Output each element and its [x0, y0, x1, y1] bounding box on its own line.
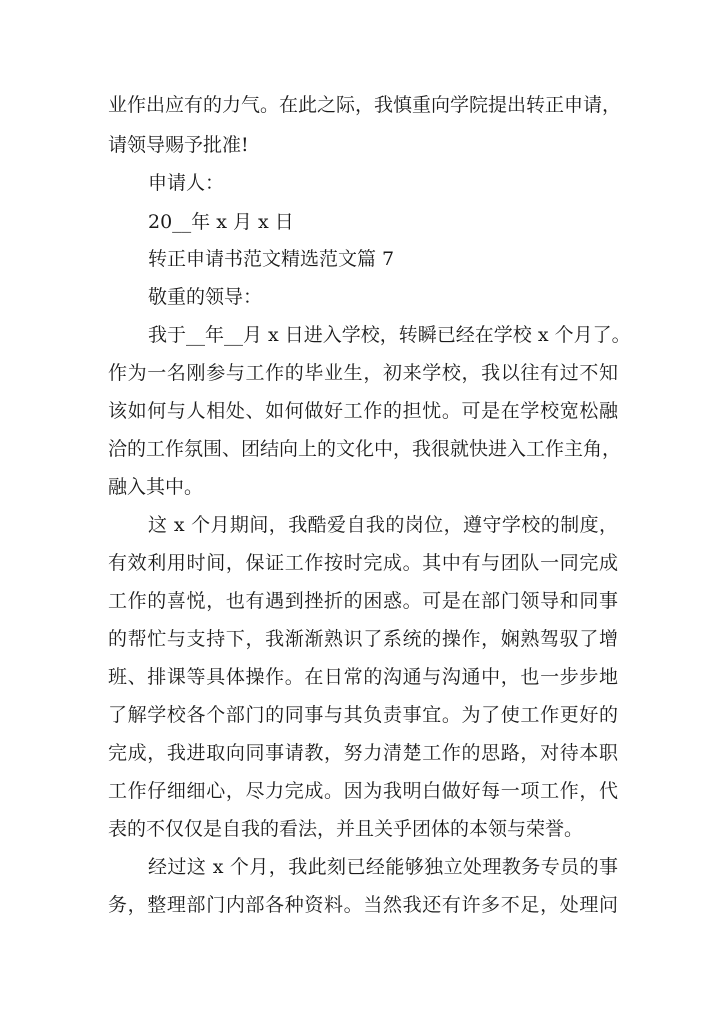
- text-line: 有效利用时间，保证工作按时完成。其中有与团队一同完成: [108, 552, 618, 574]
- text-line: 表的不仅仅是自我的看法，并且关乎团体的本领与荣誉。: [108, 818, 584, 840]
- text-line: 完成，我进取向同事请教，努力清楚工作的思路，对待本职: [108, 742, 618, 764]
- text-line: 务，整理部门内部各种资料。当然我还有许多不足，处理问: [108, 894, 618, 916]
- applicant-label: 申请人：: [148, 172, 225, 194]
- text-line: 这 x 个月期间，我酷爱自我的岗位，遵守学校的制度，: [148, 514, 618, 536]
- text-line: 工作仔细细心，尽力完成。因为我明白做好每一项工作，代: [108, 780, 618, 802]
- text-line: 该如何与人相处、如何做好工作的担忧。可是在学校宽松融: [108, 400, 618, 422]
- text-line: 工作的喜悦，也有遇到挫折的困惑。可是在部门领导和同事: [108, 590, 618, 612]
- date-line: 20__年 x 月 x 日: [148, 211, 294, 233]
- text-line: 经过这 x 个月，我此刻已经能够独立处理教务专员的事: [148, 856, 618, 878]
- section-title: 转正申请书范文精选范文篇 7: [148, 248, 395, 270]
- text-line: 班、排课等具体操作。在日常的沟通与沟通中，也一步步地: [108, 666, 618, 688]
- text-line: 作为一名刚参与工作的毕业生，初来学校，我以往有过不知: [108, 362, 618, 384]
- text-line: 请领导赐予批准!: [108, 134, 249, 156]
- salutation: 敬重的领导：: [148, 286, 263, 308]
- text-line: 了解学校各个部门的同事与其负责事宜。为了使工作更好的: [108, 704, 618, 726]
- text-line: 业作出应有的力气。在此之际，我慎重向学院提出转正申请，: [108, 94, 622, 116]
- text-line: 我于__年__月 x 日进入学校，转瞬已经在学校 x 个月了。: [148, 324, 631, 346]
- text-line: 的帮忙与支持下，我渐渐熟识了系统的操作，娴熟驾驭了增: [108, 628, 618, 650]
- text-line: 融入其中。: [108, 476, 204, 498]
- text-line: 洽的工作氛围、团结向上的文化中，我很就快进入工作主角，: [108, 438, 622, 460]
